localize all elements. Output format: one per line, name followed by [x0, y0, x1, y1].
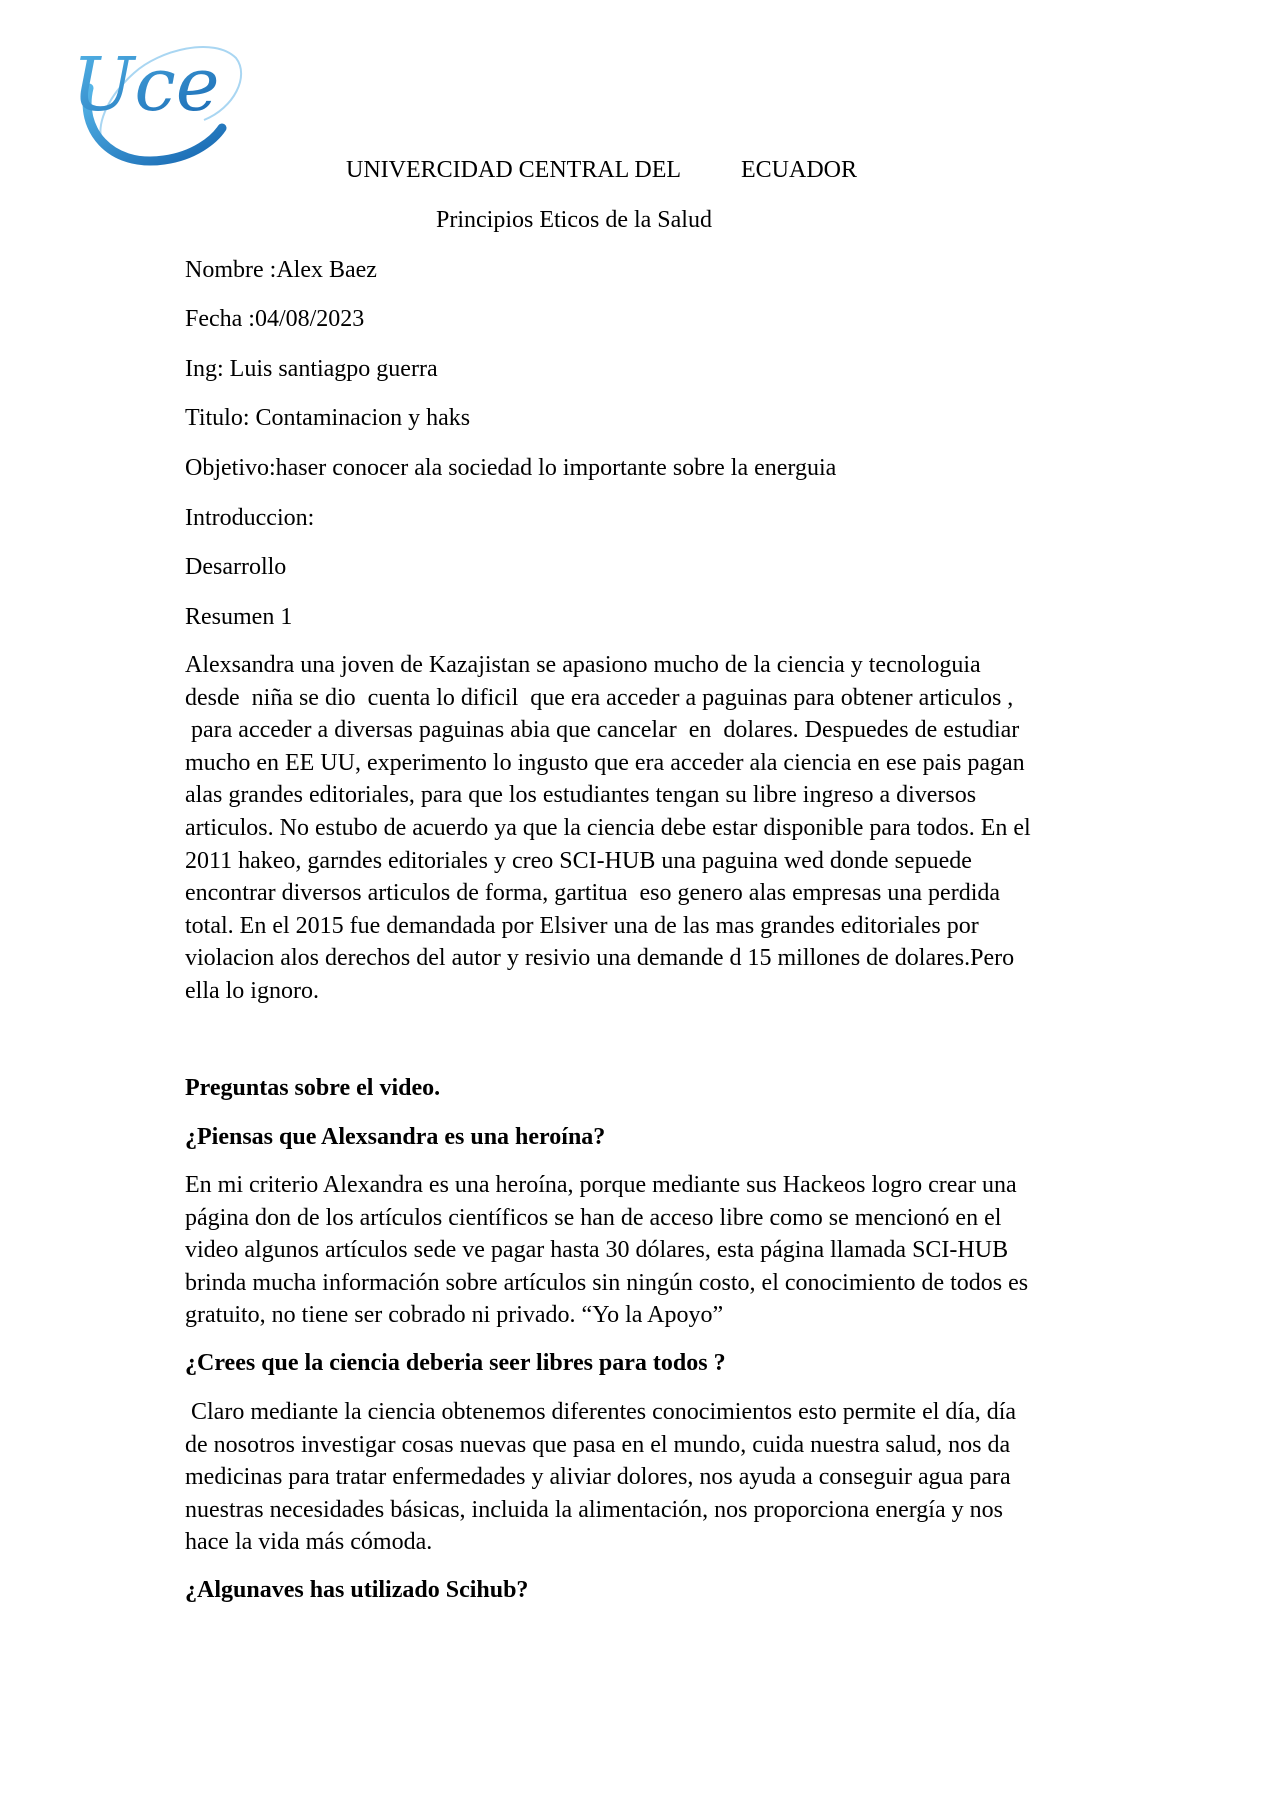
answer-line: video algunos artículos sede ve pagar hasta 30 dólares, esta página llamada SCI-HUB: [185, 1237, 1009, 1264]
answer-line: gratuito, no tiene ser cobrado ni privado. “Yo la Apoyo”: [185, 1302, 724, 1329]
university-name-right: ECUADOR: [741, 157, 858, 183]
university-name-left: UNIVERCIDAD CENTRAL DEL: [346, 157, 682, 183]
answer-line: brinda mucha información sobre artículos sin ningún costo, el conocimiento de todos es: [185, 1269, 1029, 1296]
answer-line: medicinas para tratar enfermedades y aliviar dolores, nos ayuda a conseguir agua para: [185, 1464, 1011, 1491]
summary-line: ella lo ignoro.: [185, 977, 319, 1004]
field-nombre: Nombre :Alex Baez: [185, 257, 377, 283]
university-logo: [64, 28, 246, 174]
field-ing: Ing: Luis santiagpo guerra: [185, 356, 438, 382]
field-fecha: Fecha :04/08/2023: [185, 306, 365, 332]
answer-1: [185, 1169, 1115, 1332]
summary-line: Alexsandra una joven de Kazajistan se apasiono mucho de la ciencia y tecnologuia: [185, 652, 981, 678]
field-introduccion: Introduccion:: [185, 505, 315, 531]
summary-line: alas grandes editoriales, para que los estudiantes tengan su libre ingreso a diversos: [185, 782, 977, 809]
logo-text: Uce: [72, 42, 220, 128]
answer-line: nuestras necesidades básicas, incluida la alimentación, nos proporciona energía y nos: [185, 1496, 1003, 1523]
summary-line: desde niña se dio cuenta lo dificil que era acceder a paguinas para obtener articulos ,: [185, 684, 1014, 711]
answer-line: página don de los artículos científicos se han de acceso libre como se mencionó en el: [185, 1204, 1002, 1231]
summary-line: 2011 hakeo, garndes editoriales y creo SCI-HUB una paguina wed donde sepuede: [185, 847, 972, 874]
course-title: Principios Eticos de la Salud: [436, 207, 712, 233]
question-3: ¿Algunaves has utilizado Scihub?: [185, 1577, 529, 1603]
summary-line: violacion alos derechos del autor y resivio una demande d 15 millones de dolares.Pero: [185, 945, 1015, 972]
answer-line: En mi criterio Alexandra es una heroína, porque mediante sus Hackeos logro crear una: [185, 1172, 1017, 1198]
summary-line: encontrar diversos articulos de forma, gartitua eso genero alas empresas una perdida: [185, 880, 1001, 907]
answer-line: hace la vida más cómoda.: [185, 1529, 433, 1556]
summary-line: mucho en EE UU, experimento lo ingusto que era acceder ala ciencia en ese pais pagan: [185, 749, 1025, 776]
summary-line: articulos. No estubo de acuerdo ya que la ciencia debe estar disponible para todos. En el: [185, 814, 1031, 841]
question-1: ¿Piensas que Alexsandra es una heroína?: [185, 1124, 606, 1150]
summary-line: total. En el 2015 fue demandada por Elsiver una de las mas grandes editoriales por: [185, 912, 979, 939]
answer-line: Claro mediante la ciencia obtenemos diferentes conocimientos esto permite el día, día: [185, 1399, 1017, 1425]
answer-line: de nosotros investigar cosas nuevas que pasa en el mundo, cuida nuestra salud, nos da: [185, 1431, 1011, 1458]
field-objetivo: Objetivo:haser conocer ala sociedad lo importante sobre la energuia: [185, 455, 837, 481]
summary-line: para acceder a diversas paguinas abia que cancelar en dolares. Despuedes de estudiar: [185, 717, 1020, 744]
field-resumen: Resumen 1: [185, 604, 293, 630]
question-2: ¿Crees que la ciencia deberia seer libres para todos ?: [185, 1350, 726, 1376]
summary-paragraph: [185, 649, 1115, 1008]
field-titulo: Titulo: Contaminacion y haks: [185, 405, 471, 431]
answer-2: [185, 1396, 1115, 1559]
questions-heading: Preguntas sobre el video.: [185, 1075, 441, 1101]
field-desarrollo: Desarrollo: [185, 554, 287, 580]
